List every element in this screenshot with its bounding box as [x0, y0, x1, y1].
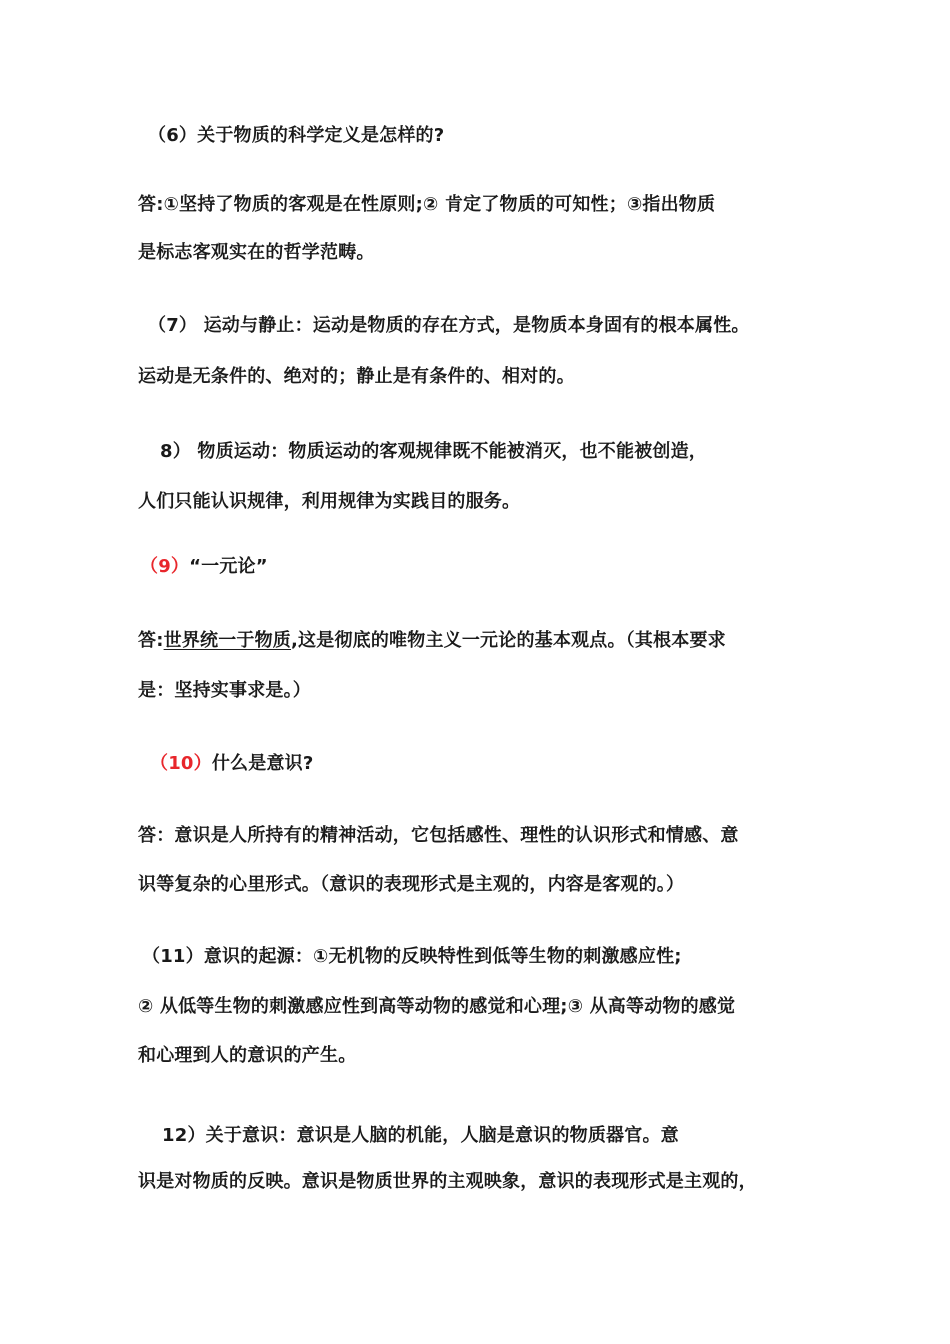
question-6: [148, 124, 444, 148]
answer-6-line-1: 答:①坚持了物质的客观是在性原则;② 肯定了物质的可知性；③指出物质: [138, 194, 716, 215]
paragraph-12-line-2: 识是对物质的反映。意识是物质世界的主观映象，意识的表现形式是主观的，: [138, 1171, 757, 1192]
question-number: （9）: [140, 556, 190, 577]
paragraph-7-line-1: （7） 运动与静止：运动是物质的存在方式，是物质本身固有的根本属性。: [148, 315, 750, 336]
question-number: （6）: [148, 125, 198, 146]
paragraph-11-line-3: 和心理到人的意识的产生。: [138, 1045, 357, 1066]
paragraph-7-line-2: 运动是无条件的、绝对的；静止是有条件的、相对的。: [138, 366, 575, 387]
paragraph-8-line-2: 人们只能认识规律，利用规律为实践目的服务。: [138, 491, 521, 512]
answer-9-line-1: [138, 629, 726, 653]
paragraph-11-line-1: （11）意识的起源：①无机物的反映特性到低等生物的刺激感应性;: [142, 946, 682, 967]
paragraph-8-line-1: 8） 物质运动：物质运动的客观规律既不能被消灭，也不能被创造，: [160, 441, 707, 462]
answer-6-line-2: 是标志客观实在的哲学范畴。: [138, 242, 375, 263]
answer-10-line-1: 答：意识是人所持有的精神活动，它包括感性、理性的认识形式和情感、意: [138, 825, 739, 846]
underlined-text: 世界统一于物质: [163, 630, 292, 651]
answer-prefix: 答:: [138, 630, 164, 651]
question-text: “一元论”: [189, 556, 268, 577]
paragraph-12-line-1: 12）关于意识：意识是人脑的机能，人脑是意识的物质器官。意: [162, 1125, 679, 1146]
answer-9-line-2: 是：坚持实事求是。）: [138, 680, 311, 701]
paragraph-11-line-2: ② 从低等生物的刺激感应性到高等动物的感觉和心理;③ 从高等动物的感觉: [138, 996, 736, 1017]
question-text: 关于物质的科学定义是怎样的?: [197, 125, 445, 146]
question-9: [140, 555, 268, 579]
question-text: 什么是意识?: [211, 753, 314, 774]
answer-text: ,这是彻底的唯物主义一元论的基本观点。（其根本要求: [291, 630, 726, 651]
question-number: （10）: [150, 753, 212, 774]
answer-10-line-2: 识等复杂的心里形式。（意识的表现形式是主观的，内容是客观的。）: [138, 874, 685, 895]
question-10: [150, 752, 314, 776]
